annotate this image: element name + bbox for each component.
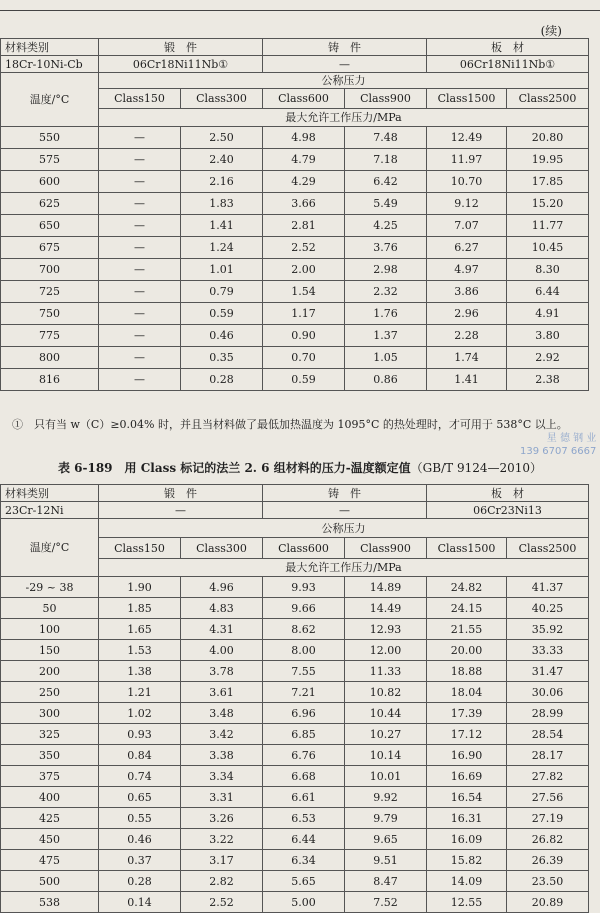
pressure-cell: 15.20 xyxy=(507,193,589,215)
pressure-cell: 23.50 xyxy=(507,871,589,892)
pressure-cell: 1.38 xyxy=(99,661,181,682)
pressure-cell: 2.32 xyxy=(345,281,427,303)
table-row xyxy=(1,871,589,892)
pressure-cell: 33.33 xyxy=(507,640,589,661)
pressure-cell: 0.65 xyxy=(99,787,181,808)
class-header: Class300 xyxy=(181,89,263,109)
table-row xyxy=(1,149,589,171)
pressure-cell: 4.29 xyxy=(263,171,345,193)
pressure-cell: 10.14 xyxy=(345,745,427,766)
pressure-cell: 4.83 xyxy=(181,598,263,619)
pressure-cell: 0.59 xyxy=(181,303,263,325)
temperature-cell: 700 xyxy=(1,259,99,281)
pressure-cell: 5.49 xyxy=(345,193,427,215)
temperature-cell: 450 xyxy=(1,829,99,850)
pressure-cell: 1.37 xyxy=(345,325,427,347)
pressure-cell: — xyxy=(99,281,181,303)
pressure-cell: 9.12 xyxy=(427,193,507,215)
table-row xyxy=(1,808,589,829)
pressure-cell: 1.90 xyxy=(99,577,181,598)
class-header: Class300 xyxy=(181,538,263,559)
pressure-cell: 28.17 xyxy=(507,745,589,766)
pressure-cell: 0.46 xyxy=(99,829,181,850)
watermark xyxy=(520,432,596,458)
plate-label: 板 材 xyxy=(427,39,589,56)
pressure-cell: — xyxy=(99,127,181,149)
pressure-cell: 4.79 xyxy=(263,149,345,171)
pressure-cell: 17.85 xyxy=(507,171,589,193)
alloy-label: 18Cr-10Ni-Cb xyxy=(1,56,99,73)
temperature-cell: 550 xyxy=(1,127,99,149)
table-row xyxy=(1,325,589,347)
pressure-cell: 5.65 xyxy=(263,871,345,892)
top-rule xyxy=(0,0,600,11)
table-1-body xyxy=(1,39,589,391)
pressure-cell: 2.50 xyxy=(181,127,263,149)
pressure-cell: 8.00 xyxy=(263,640,345,661)
pressure-cell: 0.28 xyxy=(99,871,181,892)
casting-label: 铸 件 xyxy=(263,485,427,502)
pressure-cell: 9.93 xyxy=(263,577,345,598)
pressure-cell: 6.61 xyxy=(263,787,345,808)
pressure-cell: 28.54 xyxy=(507,724,589,745)
pressure-cell: 11.33 xyxy=(345,661,427,682)
temperature-cell: 400 xyxy=(1,787,99,808)
pressure-cell: 1.41 xyxy=(181,215,263,237)
pressure-cell: 1.53 xyxy=(99,640,181,661)
temperature-cell: 425 xyxy=(1,808,99,829)
table-row xyxy=(1,369,589,391)
table-2 xyxy=(0,484,589,913)
pressure-cell: 6.34 xyxy=(263,850,345,871)
table-row xyxy=(1,577,589,598)
pressure-cell: 3.38 xyxy=(181,745,263,766)
pressure-cell: — xyxy=(99,237,181,259)
plate-grade: 06Cr23Ni13 xyxy=(427,502,589,519)
pressure-cell: 24.15 xyxy=(427,598,507,619)
temperature-cell: 625 xyxy=(1,193,99,215)
pressure-cell: 1.17 xyxy=(263,303,345,325)
pressure-cell: 28.99 xyxy=(507,703,589,724)
pressure-cell: 10.44 xyxy=(345,703,427,724)
pressure-cell: 8.47 xyxy=(345,871,427,892)
temperature-cell: 500 xyxy=(1,871,99,892)
table-row xyxy=(1,850,589,871)
pressure-cell: 9.92 xyxy=(345,787,427,808)
pressure-cell: — xyxy=(99,149,181,171)
pressure-cell: 2.82 xyxy=(181,871,263,892)
pressure-cell: 8.62 xyxy=(263,619,345,640)
pressure-cell: 1.76 xyxy=(345,303,427,325)
nominal-pressure-label: 公称压力 xyxy=(99,73,589,89)
table-row xyxy=(1,892,589,913)
pressure-cell: 6.44 xyxy=(263,829,345,850)
alloy-label: 23Cr-12Ni xyxy=(1,502,99,519)
pressure-cell: 27.19 xyxy=(507,808,589,829)
class-header: Class900 xyxy=(345,89,427,109)
pressure-cell: 2.00 xyxy=(263,259,345,281)
pressure-cell: 11.97 xyxy=(427,149,507,171)
table-row xyxy=(1,640,589,661)
temperature-cell: 816 xyxy=(1,369,99,391)
table-row xyxy=(1,303,589,325)
pressure-cell: 0.90 xyxy=(263,325,345,347)
class-header: Class600 xyxy=(263,89,345,109)
pressure-cell: 3.26 xyxy=(181,808,263,829)
pressure-cell: 6.76 xyxy=(263,745,345,766)
pressure-cell: 6.42 xyxy=(345,171,427,193)
pressure-cell: 20.80 xyxy=(507,127,589,149)
pressure-cell: 1.05 xyxy=(345,347,427,369)
pressure-cell: 20.00 xyxy=(427,640,507,661)
temperature-cell: 575 xyxy=(1,149,99,171)
table-row xyxy=(1,259,589,281)
pressure-cell: 10.27 xyxy=(345,724,427,745)
pressure-cell: 9.79 xyxy=(345,808,427,829)
pressure-cell: 0.28 xyxy=(181,369,263,391)
pressure-cell: 1.21 xyxy=(99,682,181,703)
temperature-cell: 538 xyxy=(1,892,99,913)
pressure-cell: 0.59 xyxy=(263,369,345,391)
pressure-cell: 27.82 xyxy=(507,766,589,787)
pressure-cell: 18.04 xyxy=(427,682,507,703)
pressure-cell: 3.61 xyxy=(181,682,263,703)
plate-label: 板 材 xyxy=(427,485,589,502)
pressure-cell: 3.34 xyxy=(181,766,263,787)
temperature-cell: 150 xyxy=(1,640,99,661)
temperature-cell: 600 xyxy=(1,171,99,193)
pressure-cell: 3.78 xyxy=(181,661,263,682)
pressure-cell: 12.00 xyxy=(345,640,427,661)
pressure-cell: 0.46 xyxy=(181,325,263,347)
class-header: Class2500 xyxy=(507,89,589,109)
continued-label: (续) xyxy=(540,24,562,38)
forging-grade: — xyxy=(99,502,263,519)
pressure-cell: 7.55 xyxy=(263,661,345,682)
class-header: Class150 xyxy=(99,538,181,559)
pressure-cell: 3.76 xyxy=(345,237,427,259)
forging-label: 锻 件 xyxy=(99,485,263,502)
pressure-cell: — xyxy=(99,303,181,325)
pressure-cell: 3.66 xyxy=(263,193,345,215)
pressure-cell: 40.25 xyxy=(507,598,589,619)
pressure-cell: 4.98 xyxy=(263,127,345,149)
pressure-cell: 2.96 xyxy=(427,303,507,325)
pressure-cell: 2.52 xyxy=(181,892,263,913)
temperature-cell: 200 xyxy=(1,661,99,682)
table-row xyxy=(1,661,589,682)
pressure-cell: 4.96 xyxy=(181,577,263,598)
pressure-cell: 10.01 xyxy=(345,766,427,787)
pressure-cell: — xyxy=(99,369,181,391)
pressure-cell: 0.86 xyxy=(345,369,427,391)
pressure-cell: 35.92 xyxy=(507,619,589,640)
pressure-cell: 10.45 xyxy=(507,237,589,259)
pressure-cell: 7.07 xyxy=(427,215,507,237)
pressure-cell: 1.85 xyxy=(99,598,181,619)
pressure-cell: 1.01 xyxy=(181,259,263,281)
temperature-cell: 725 xyxy=(1,281,99,303)
pressure-cell: 3.31 xyxy=(181,787,263,808)
pressure-cell: 7.48 xyxy=(345,127,427,149)
pressure-cell: 14.89 xyxy=(345,577,427,598)
pressure-cell: 9.65 xyxy=(345,829,427,850)
pressure-cell: 0.35 xyxy=(181,347,263,369)
pressure-cell: 1.83 xyxy=(181,193,263,215)
temperature-cell: 375 xyxy=(1,766,99,787)
table-row xyxy=(1,787,589,808)
temperature-cell: 475 xyxy=(1,850,99,871)
table-row xyxy=(1,215,589,237)
pressure-cell: 5.00 xyxy=(263,892,345,913)
pressure-cell: 17.39 xyxy=(427,703,507,724)
pressure-cell: 12.93 xyxy=(345,619,427,640)
temperature-cell: 325 xyxy=(1,724,99,745)
pressure-cell: 4.97 xyxy=(427,259,507,281)
nominal-pressure-label: 公称压力 xyxy=(99,519,589,538)
table-row xyxy=(1,703,589,724)
table-row xyxy=(1,682,589,703)
pressure-cell: 3.22 xyxy=(181,829,263,850)
pressure-cell: 2.81 xyxy=(263,215,345,237)
pressure-cell: 9.66 xyxy=(263,598,345,619)
pressure-cell: — xyxy=(99,259,181,281)
temperature-cell: 50 xyxy=(1,598,99,619)
pressure-cell: 21.55 xyxy=(427,619,507,640)
temperature-cell: 800 xyxy=(1,347,99,369)
pressure-cell: 3.48 xyxy=(181,703,263,724)
plate-grade: 06Cr18Ni11Nb① xyxy=(427,56,589,73)
pressure-cell: 3.17 xyxy=(181,850,263,871)
pressure-cell: 2.38 xyxy=(507,369,589,391)
footnote: ① 只有当 w（C）≥0.04% 时，并且当材料做了最低加热温度为 1095°C 的热处理时，才可用于 538°C 以上。 xyxy=(12,418,568,431)
pressure-cell: 0.37 xyxy=(99,850,181,871)
pressure-cell: 3.42 xyxy=(181,724,263,745)
pressure-cell: 0.79 xyxy=(181,281,263,303)
class-header: Class600 xyxy=(263,538,345,559)
pressure-cell: 9.51 xyxy=(345,850,427,871)
temperature-cell: 750 xyxy=(1,303,99,325)
table-caption xyxy=(0,459,600,476)
pressure-cell: 6.85 xyxy=(263,724,345,745)
pressure-cell: 4.91 xyxy=(507,303,589,325)
class-header: Class900 xyxy=(345,538,427,559)
pressure-cell: 30.06 xyxy=(507,682,589,703)
pressure-cell: 0.14 xyxy=(99,892,181,913)
pressure-cell: 2.98 xyxy=(345,259,427,281)
pressure-cell: 11.77 xyxy=(507,215,589,237)
pressure-cell: 2.92 xyxy=(507,347,589,369)
table-row xyxy=(1,724,589,745)
pressure-cell: 1.41 xyxy=(427,369,507,391)
pressure-cell: 2.40 xyxy=(181,149,263,171)
material-class-label: 材料类别 xyxy=(1,39,99,56)
pressure-cell: 15.82 xyxy=(427,850,507,871)
pressure-cell: 1.65 xyxy=(99,619,181,640)
table-1 xyxy=(0,38,589,391)
forging-grade: 06Cr18Ni11Nb① xyxy=(99,56,263,73)
pressure-cell: 12.49 xyxy=(427,127,507,149)
pressure-cell: 19.95 xyxy=(507,149,589,171)
table-row xyxy=(1,745,589,766)
pressure-cell: 16.31 xyxy=(427,808,507,829)
pressure-cell: 6.96 xyxy=(263,703,345,724)
pressure-cell: 1.54 xyxy=(263,281,345,303)
pressure-cell: 0.84 xyxy=(99,745,181,766)
class-header: Class1500 xyxy=(427,538,507,559)
temperature-label: 温度/°C xyxy=(1,519,99,577)
pressure-cell: 4.31 xyxy=(181,619,263,640)
pressure-cell: 12.55 xyxy=(427,892,507,913)
pressure-cell: 2.28 xyxy=(427,325,507,347)
max-pressure-label: 最大允许工作压力/MPa xyxy=(99,109,589,127)
casting-grade: — xyxy=(263,56,427,73)
temperature-cell: 775 xyxy=(1,325,99,347)
pressure-cell: 16.09 xyxy=(427,829,507,850)
pressure-cell: — xyxy=(99,193,181,215)
class-header: Class1500 xyxy=(427,89,507,109)
pressure-cell: 6.53 xyxy=(263,808,345,829)
pressure-cell: 14.09 xyxy=(427,871,507,892)
pressure-cell: 6.68 xyxy=(263,766,345,787)
watermark-name: 星 德 钢 业 xyxy=(546,433,597,444)
pressure-cell: 7.18 xyxy=(345,149,427,171)
pressure-cell: 24.82 xyxy=(427,577,507,598)
pressure-cell: 10.70 xyxy=(427,171,507,193)
caption-title: 表 6-189 用 Class 标记的法兰 2. 6 组材料的压力-温度额定值 xyxy=(57,461,411,475)
table-row xyxy=(1,766,589,787)
caption-standard: （GB/T 9124—2010） xyxy=(410,461,543,475)
table-row xyxy=(1,171,589,193)
temperature-cell: 300 xyxy=(1,703,99,724)
pressure-cell: 16.69 xyxy=(427,766,507,787)
pressure-cell: 0.55 xyxy=(99,808,181,829)
table-row xyxy=(1,193,589,215)
table-2-body xyxy=(1,485,589,913)
class-header: Class2500 xyxy=(507,538,589,559)
pressure-cell: 41.37 xyxy=(507,577,589,598)
table-row xyxy=(1,347,589,369)
temperature-label: 温度/°C xyxy=(1,73,99,127)
pressure-cell: 4.25 xyxy=(345,215,427,237)
temperature-cell: 675 xyxy=(1,237,99,259)
pressure-cell: 1.02 xyxy=(99,703,181,724)
forging-label: 锻 件 xyxy=(99,39,263,56)
pressure-cell: 7.21 xyxy=(263,682,345,703)
pressure-cell: 3.86 xyxy=(427,281,507,303)
pressure-cell: 16.54 xyxy=(427,787,507,808)
pressure-cell: — xyxy=(99,215,181,237)
pressure-cell: 16.90 xyxy=(427,745,507,766)
pressure-cell: 4.00 xyxy=(181,640,263,661)
pressure-cell: 0.93 xyxy=(99,724,181,745)
material-class-label: 材料类别 xyxy=(1,485,99,502)
table-row xyxy=(1,829,589,850)
max-pressure-label: 最大允许工作压力/MPa xyxy=(99,559,589,577)
watermark-phone: 139 6707 6667 xyxy=(520,446,597,457)
pressure-cell: — xyxy=(99,325,181,347)
pressure-cell: 31.47 xyxy=(507,661,589,682)
temperature-cell: 350 xyxy=(1,745,99,766)
pressure-cell: 0.74 xyxy=(99,766,181,787)
pressure-cell: 26.39 xyxy=(507,850,589,871)
pressure-cell: 6.44 xyxy=(507,281,589,303)
table-row xyxy=(1,127,589,149)
table-row xyxy=(1,619,589,640)
temperature-cell: 100 xyxy=(1,619,99,640)
pressure-cell: 3.80 xyxy=(507,325,589,347)
pressure-cell: 6.27 xyxy=(427,237,507,259)
pressure-cell: 2.52 xyxy=(263,237,345,259)
pressure-cell: 26.82 xyxy=(507,829,589,850)
pressure-cell: 8.30 xyxy=(507,259,589,281)
pressure-cell: 1.24 xyxy=(181,237,263,259)
pressure-cell: — xyxy=(99,347,181,369)
pressure-cell: — xyxy=(99,171,181,193)
class-header: Class150 xyxy=(99,89,181,109)
table-row xyxy=(1,598,589,619)
table-row xyxy=(1,237,589,259)
pressure-cell: 2.16 xyxy=(181,171,263,193)
pressure-cell: 27.56 xyxy=(507,787,589,808)
pressure-cell: 17.12 xyxy=(427,724,507,745)
temperature-cell: 650 xyxy=(1,215,99,237)
casting-label: 铸 件 xyxy=(263,39,427,56)
pressure-cell: 14.49 xyxy=(345,598,427,619)
pressure-cell: 7.52 xyxy=(345,892,427,913)
pressure-cell: 20.89 xyxy=(507,892,589,913)
pressure-cell: 1.74 xyxy=(427,347,507,369)
pressure-cell: 10.82 xyxy=(345,682,427,703)
temperature-cell: -29 ~ 38 xyxy=(1,577,99,598)
pressure-cell: 0.70 xyxy=(263,347,345,369)
casting-grade: — xyxy=(263,502,427,519)
pressure-cell: 18.88 xyxy=(427,661,507,682)
temperature-cell: 250 xyxy=(1,682,99,703)
table-row xyxy=(1,281,589,303)
